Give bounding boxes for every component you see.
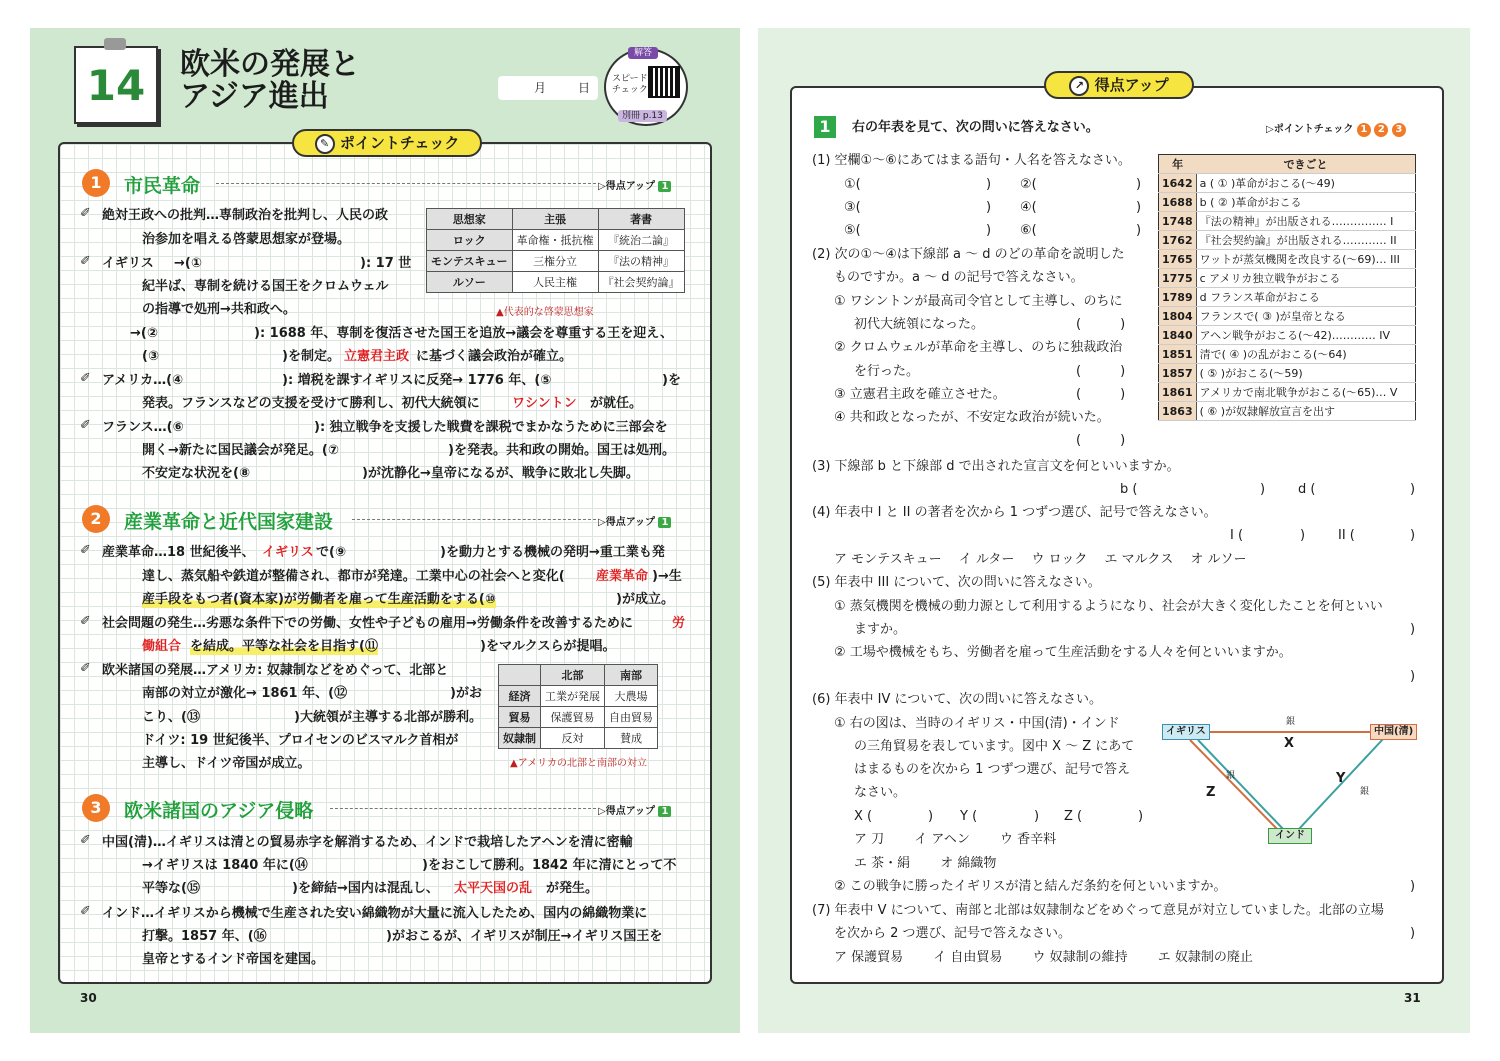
china-label: 中国(清) <box>1370 724 1417 740</box>
q5-answer-1[interactable] <box>1306 621 1323 638</box>
text-l10a: フランス…(⑥ <box>102 420 184 435</box>
q2-item-2a: ② クロムウェルが革命を主導し、のちに独裁政治 <box>834 340 1123 355</box>
thinkers-table: 思想家 主張 著書 ロック 革命権・抵抗権 『統治二論』 モンテスキュー 三権分立 『法の精神』 ルソー 人民主権 『社会契約論』 <box>426 208 685 293</box>
q6-item-1d: なさい。 <box>854 785 907 800</box>
q2-item-4: ④ 共和政となったが、不安定な政治が続いた。 <box>834 410 1110 425</box>
q2-text-2: ものですか。a 〜 d の記号で答えなさい。 <box>834 270 1084 285</box>
north-south-table: 北部 南部 経済 工業が発展 大農場 貿易 保護貿易 自由貿易 奴隷制 反対 賛成 <box>498 664 658 749</box>
q1-blank-2-open[interactable]: ②( <box>1020 177 1037 192</box>
q7-answer-close: ) <box>1410 926 1416 941</box>
question-title: 右の年表を見て、次の問いに答えなさい。 <box>852 120 1099 135</box>
q1-blank-1-close: ) <box>986 177 992 192</box>
text-m5a: 働組合 <box>142 639 182 654</box>
text-a3d: が発生。 <box>546 881 599 896</box>
label-silver-1: 銀 <box>1286 717 1296 727</box>
text-m2c: )→生 <box>652 569 682 584</box>
section-2-title: 産業革命と近代国家建設 <box>124 511 334 533</box>
q4-ii-close: ) <box>1410 528 1416 543</box>
text-a3b: )を締結→国内は混乱し、 <box>292 881 439 896</box>
chronology-table: 年 できごと 1642 a ( ① )革命がおこる(〜49) 1688 b ( ② )革命がおこる 1748 『法の精神』が出版される…………… I 1762 『社会契約論』が出版される………… II 1765 ワットが蒸気機関を改良する(〜69)… III 1775 c アメリカ独立戦争がおこる 1789 d フランス革命がおこる 1804 フランスで( ③ )が皇帝となる 1840 アヘン戦争がおこる(〜42)………… IV 1851 清で( ④ )の乱がおこる(〜64) 1857 ( ⑤ )がおこる(〜59) 1861 アメリカで南北戦争がおこる(〜65)… V 1863 ( ⑥ )が奴隷解放宣言を出す <box>1158 154 1416 421</box>
q3-b-close: ) <box>1260 482 1266 497</box>
q3-text: (3) 下線部 b と下線部 d で出された宣言文を何といいますか。 <box>812 459 1180 474</box>
section-1-rule <box>216 183 596 184</box>
text-m9: ドイツ: 19 世紀後半、プロイセンのビスマルク首相が <box>142 733 459 748</box>
text-l8a: アメリカ…(④ <box>102 373 184 388</box>
text-a3a: 平等な(⑮ <box>142 881 200 896</box>
q2-answer-4[interactable]: ( ) <box>1076 433 1126 448</box>
text-a1: 中国(清)…イギリスは清との貿易赤字を解消するため、インドで栽培したアヘンを清に密輸 <box>102 835 633 850</box>
q1-blank-5-open[interactable]: ⑤( <box>844 223 861 238</box>
text-m7b: )がお <box>450 686 482 701</box>
text-m2a: 達し、蒸気船や鉄道が整備され、都市が発達。工業中心の社会へと変化( <box>142 569 565 584</box>
q2-answer-1[interactable]: ( ) <box>1076 317 1126 332</box>
britain-label: イギリス <box>1162 724 1210 740</box>
text-a4: インド…イギリスから機械で生産された安い綿織物が大量に流入したため、国内の綿織物業に <box>102 906 648 921</box>
q6-y-open[interactable]: Y ( <box>960 809 978 824</box>
text-l12a: 不安定な状況を(⑧ <box>142 466 250 481</box>
text-l8b: ): 増税を課すイギリスに反発→ 1776 年、(⑤ <box>282 373 552 388</box>
q3-d-open[interactable]: d ( <box>1298 482 1316 497</box>
q1-blank-3-close: ) <box>986 200 992 215</box>
text-l9b: ワシントン <box>512 396 577 411</box>
q3-b-open[interactable]: b ( <box>1120 482 1138 497</box>
pin-icon: ✐ <box>80 371 91 386</box>
q4-options: ア モンテスキュー イ ルター ウ ロック エ マルクス オ ルソー <box>834 552 1247 567</box>
q1-blank-3-open[interactable]: ③( <box>844 200 861 215</box>
text-l12b: )が沈静化→皇帝になるが、戦争に敗北し失脚。 <box>362 466 639 481</box>
q6-item-1a: ① 右の図は、当時のイギリス・中国(清)・インド <box>834 716 1120 731</box>
q3-d-close: ) <box>1410 482 1416 497</box>
section-3-rule <box>330 808 596 809</box>
speed-ref: 別冊 p.13 <box>618 110 667 122</box>
text-l9c: が就任。 <box>590 396 643 411</box>
text-l1: 絶対王政への批判…専制政治を批判し、人民の政 <box>102 208 389 223</box>
text-l10b: ): 独立戦争を支援した戦費を課税でまかなうために三部会を <box>314 420 668 435</box>
pin-icon: ✐ <box>80 614 91 629</box>
text-m4b: 労 <box>672 616 686 631</box>
india-label: インド <box>1268 828 1312 844</box>
q6-item-1b: の三角貿易を表しています。図中 X 〜 Z にあて <box>854 739 1135 754</box>
q5-text: (5) 年表中 III について、次の問いに答えなさい。 <box>812 575 1101 590</box>
pin-icon: ✐ <box>80 254 91 269</box>
pencil-icon: ✎ <box>315 134 335 154</box>
section-2-link[interactable]: ▷得点アップ 1 <box>598 513 671 528</box>
q1-blank-1-open[interactable]: ①( <box>844 177 861 192</box>
section-3-title: 欧米諸国のアジア侵略 <box>124 800 314 822</box>
arrow-line-z2 <box>1190 740 1278 830</box>
q4-i-open[interactable]: I ( <box>1230 528 1244 543</box>
q7-text-2: を次から 2 つ選び、記号で答えなさい。 <box>834 926 1072 941</box>
text-a5b: )がおこるが、イギリスが制圧→イギリス国王を <box>386 929 663 944</box>
pin-icon: ✐ <box>80 418 91 433</box>
q6-z-close: ) <box>1138 809 1144 824</box>
text-l8c: )を <box>662 373 681 388</box>
clip-icon <box>104 38 126 50</box>
q6-item-1c: はまるものを次から 1 つずつ選び、記号で答え <box>854 762 1131 777</box>
text-l9a: 発表。フランスなどの支援を受けて勝利し、初代大統領に <box>142 396 480 411</box>
q4-text: (4) 年表中 I と II の著者を次から 1 つずつ選び、記号で答えなさい。 <box>812 505 1217 520</box>
text-l4: 紀半ば、専制を続ける国王をクロムウェル <box>142 279 389 294</box>
section-3-link[interactable]: ▷得点アップ 1 <box>598 802 671 817</box>
date-month: 月 <box>534 81 547 95</box>
q7-options: ア 保護貿易 イ 自由貿易 ウ 奴隷制の維持 エ 奴隷制の廃止 <box>834 950 1253 965</box>
q6-answer-2-close: ) <box>1410 879 1416 894</box>
text-m3a: 産手段をもつ者(資本家)が労働者を雇って生産活動をする(⑩ <box>142 592 496 607</box>
text-m1b: イギリス <box>262 545 314 560</box>
banner-label: 得点アップ <box>1094 76 1169 94</box>
chapter-number-box: 14 <box>74 46 158 124</box>
q1-blank-4-close: ) <box>1136 200 1142 215</box>
q6-z-open[interactable]: Z ( <box>1064 809 1083 824</box>
text-m1d: )を動力とする機械の発明→重工業も発 <box>440 545 665 560</box>
q6-item-2: ② この戦争に勝ったイギリスが清と結んだ条約を何といいますか。 <box>834 879 1227 894</box>
text-l2: 治参加を唱える啓蒙思想家が登場。 <box>142 232 351 247</box>
text-l11a: 開く→新たに国民議会が発足。(⑦ <box>142 443 339 458</box>
text-m2b: 産業革命 <box>596 569 649 584</box>
label-y: Y <box>1336 771 1346 786</box>
q1-blank-5-close: ) <box>986 223 992 238</box>
section-1-number: 1 <box>82 169 110 197</box>
q2-item-3: ③ 立憲君主政を確立させた。 <box>834 387 1006 402</box>
q1-blank-2-close: ) <box>1136 177 1142 192</box>
text-m5b: を結成。平等な社会を目指す(⑪ <box>190 639 378 654</box>
text-a2b: )をおこして勝利。1842 年に清にとって不 <box>422 858 677 873</box>
text-l7b: )を制定。 <box>282 349 340 364</box>
q7-text-1: (7) 年表中 V について、南部と北部は奴隷制などをめぐって意見が対立していました。北部の立場 <box>812 903 1384 918</box>
q1-text: (1) 空欄①〜⑥にあてはまる語句・人名を答えなさい。 <box>812 153 1131 168</box>
section-2-number: 2 <box>82 505 110 533</box>
text-m1c: で(⑨ <box>316 545 346 560</box>
text-l3c: ): 17 世 <box>360 256 412 271</box>
text-m4a: 社会問題の発生…劣悪な条件下での労働、女性や子どもの雇用→労働条件を改善するために <box>102 616 633 631</box>
label-x: X <box>1284 736 1295 751</box>
q1-blank-6-open[interactable]: ⑥( <box>1020 223 1037 238</box>
score-up-banner <box>1044 71 1194 99</box>
q2-item-2b: を行った。 <box>854 364 920 379</box>
text-a6: 皇帝とするインド帝国を建国。 <box>142 952 325 967</box>
q5-item-2: ② 工場や機械をもち、労働者を雇って生産活動をする人々を何といいますか。 <box>834 645 1292 660</box>
text-m6: 欧米諸国の発展…アメリカ: 奴隷制などをめぐって、北部と <box>102 663 449 678</box>
q6-y-close: ) <box>1034 809 1040 824</box>
page-number-right: 31 <box>1404 991 1421 1005</box>
text-l7d: に基づく議会政治が確立。 <box>416 349 573 364</box>
text-m8a: こり、(⑬ <box>142 710 200 725</box>
qr-code-icon <box>650 68 678 96</box>
q6-x-open[interactable]: X ( <box>854 809 873 824</box>
text-m10: 主導し、ドイツ帝国が成立。 <box>142 756 311 771</box>
q1-blank-6-close: ) <box>1136 223 1142 238</box>
pin-icon: ✐ <box>80 206 91 221</box>
text-l7c: 立憲君主政 <box>344 349 410 364</box>
label-z: Z <box>1206 785 1216 800</box>
pin-icon: ✐ <box>80 543 91 558</box>
text-a2a: →イギリスは 1840 年に(⑭ <box>142 858 308 873</box>
q6-options-1: ア 刀 イ アヘン ウ 香辛料 <box>854 832 1057 847</box>
speed-label-2: チェック <box>612 85 648 95</box>
q5-answer-2-close: ) <box>1410 669 1416 684</box>
q4-ii-open[interactable]: II ( <box>1338 528 1355 543</box>
q5-item-1b: ますか。 <box>854 622 907 637</box>
q2-item-1b: 初代大統領になった。 <box>854 317 985 332</box>
text-a3c: 太平天国の乱 <box>454 881 533 896</box>
date-day: 日 <box>578 81 591 95</box>
north-south-caption: ▲アメリカの北部と南部の対立 <box>510 758 647 769</box>
label-silver-2: 銀 <box>1226 771 1236 781</box>
section-1-title: 市民革命 <box>124 175 201 197</box>
text-l3a: イギリス <box>102 256 154 271</box>
text-m5c: )をマルクスらが提唱。 <box>480 639 616 654</box>
right-page <box>758 28 1470 1033</box>
q6-x-close: ) <box>928 809 934 824</box>
point-check-link[interactable]: ▷ポイントチェック 1 2 3 <box>1266 120 1406 137</box>
text-l11b: )を発表。共和政の開始。国王は処刑。 <box>448 443 675 458</box>
section-2-rule <box>352 519 596 520</box>
q4-i-close: ) <box>1300 528 1306 543</box>
page-number-left: 30 <box>80 991 97 1005</box>
q5-answer-1-close: ) <box>1410 622 1416 637</box>
banner-label: ポイントチェック <box>339 134 460 152</box>
q2-answer-3[interactable]: ( ) <box>1076 387 1126 402</box>
q1-blank-4-open[interactable]: ④( <box>1020 200 1037 215</box>
speed-top-label: 解答 <box>628 47 658 59</box>
text-m1a: 産業革命…18 世紀後半、 <box>102 545 255 560</box>
q2-item-1a: ① ワシントンが最高司令官として主導し、のちに <box>834 294 1123 309</box>
speed-label-1: スピード <box>612 74 648 84</box>
section-1-link[interactable]: ▷得点アップ 1 <box>598 177 671 192</box>
thinkers-caption: ▲代表的な啓蒙思想家 <box>496 307 594 318</box>
pin-icon: ✐ <box>80 904 91 919</box>
chart-up-icon: ↗ <box>1069 76 1089 96</box>
text-m7a: 南部の対立が激化→ 1861 年、(⑫ <box>142 686 348 701</box>
text-a5a: 打撃。1857 年、(⑯ <box>142 929 267 944</box>
q5-item-1a: ① 蒸気機関を機械の動力源として利用するようになり、社会が大きく変化したことを何といい <box>834 599 1383 614</box>
label-silver-3: 銀 <box>1360 787 1370 797</box>
text-l6a: →(② <box>130 326 158 341</box>
text-l3b: →(① <box>174 256 202 271</box>
q2-text-1: (2) 次の①〜④は下線部 a 〜 d のどの革命を説明した <box>812 247 1125 262</box>
q6-options-2: エ 茶・絹 オ 綿織物 <box>854 856 997 871</box>
text-m3b: )が成立。 <box>616 592 674 607</box>
text-l5: の指導で処刑→共和政へ。 <box>142 302 296 317</box>
q6-text: (6) 年表中 IV について、次の問いに答えなさい。 <box>812 692 1103 707</box>
q2-answer-2[interactable]: ( ) <box>1076 364 1126 379</box>
pin-icon: ✐ <box>80 833 91 848</box>
point-check-banner <box>292 129 482 157</box>
date-box[interactable] <box>498 76 598 100</box>
left-page <box>30 28 740 1033</box>
chapter-title-line2: アジア進出 <box>180 79 329 114</box>
text-l6b: ): 1688 年、専制を復活させた国王を追放→議会を尊重する王を迎え、 <box>254 326 674 341</box>
chapter-title-line1: 欧米の発展と <box>180 47 360 82</box>
speed-check-badge[interactable] <box>604 48 688 126</box>
question-number: 1 <box>814 116 836 138</box>
section-3-number: 3 <box>82 794 110 822</box>
pin-icon: ✐ <box>80 661 91 676</box>
text-m8b: )大統領が主導する北部が勝利。 <box>294 710 482 725</box>
text-l7a: (③ <box>142 349 159 364</box>
